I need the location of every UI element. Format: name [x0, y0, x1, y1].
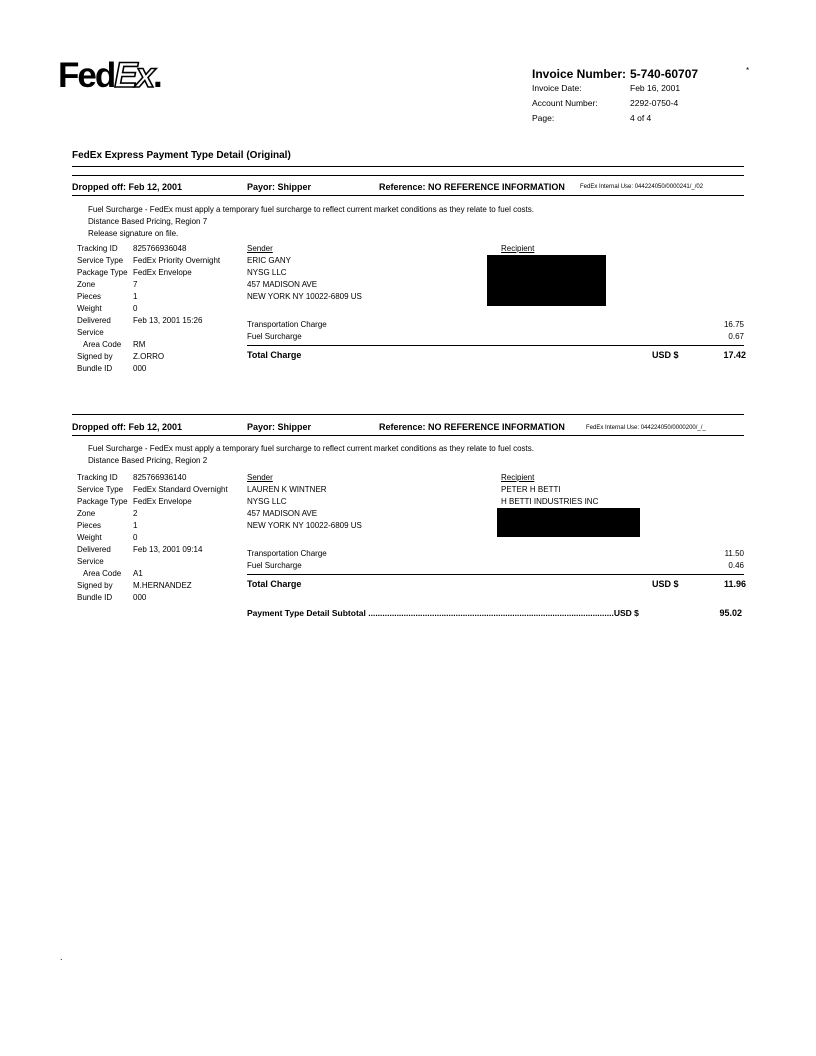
divider	[247, 345, 744, 346]
sender-line: ERIC GANY	[247, 256, 292, 265]
detail-value: 000	[133, 364, 147, 373]
detail-label: Weight	[77, 533, 102, 542]
detail-value: Feb 13, 2001 15:26	[133, 316, 203, 325]
detail-label: Zone	[77, 280, 96, 289]
detail-value: Feb 13, 2001 09:14	[133, 545, 203, 554]
total-charge-amount: 17.42	[723, 350, 746, 360]
note-line: Distance Based Pricing, Region 7	[88, 217, 208, 226]
section-title: FedEx Express Payment Type Detail (Original)	[72, 150, 291, 161]
sender-line: LAUREN K WINTNER	[247, 485, 327, 494]
account-number: 2292-0750-4	[630, 98, 679, 108]
detail-label: Service Type	[77, 256, 124, 265]
charge-label: Fuel Surcharge	[247, 561, 302, 570]
fedex-logo	[58, 58, 161, 93]
detail-value: FedEx Envelope	[133, 497, 192, 506]
payor: Payor: Shipper	[247, 182, 312, 192]
detail-label: Service Type	[77, 485, 124, 494]
page-number: 4 of 4	[630, 113, 652, 123]
invoice-number-label: Invoice Number:	[532, 67, 627, 81]
detail-value: 1	[133, 292, 138, 301]
charge-label: Fuel Surcharge	[247, 332, 302, 341]
corner-mark: *	[746, 66, 750, 75]
subtotal-amount: 95.02	[719, 608, 742, 618]
detail-label: Zone	[77, 509, 96, 518]
invoice-number: 5-740-60707	[630, 67, 699, 81]
sender-heading: Sender	[247, 473, 273, 482]
recipient-line: PETER H BETTI	[501, 485, 561, 494]
detail-label: Tracking ID	[77, 244, 118, 253]
divider	[72, 195, 744, 196]
detail-label: Pieces	[77, 292, 102, 301]
redaction-box	[497, 508, 640, 537]
sender-line: 457 MADISON AVE	[247, 280, 318, 289]
recipient-line: H BETTI INDUSTRIES INC	[501, 497, 599, 506]
note-line: Fuel Surcharge - FedEx must apply a temporary fuel surcharge to reflect current market conditions as they relate to fuel costs.	[88, 444, 534, 453]
recipient-heading: Recipient	[501, 473, 535, 482]
detail-label: Delivered	[77, 316, 111, 325]
detail-label: Bundle ID	[77, 364, 113, 373]
logo-fed: Fed	[58, 56, 115, 95]
charge-amount: 0.67	[728, 332, 744, 341]
detail-value: 2	[133, 509, 138, 518]
note-line: Release signature on file.	[88, 229, 179, 238]
recipient-heading: Recipient	[501, 244, 535, 253]
divider	[72, 414, 744, 415]
account-number-label: Account Number:	[532, 98, 598, 108]
detail-value: FedEx Envelope	[133, 268, 192, 277]
detail-label: Service	[77, 557, 104, 566]
divider	[72, 435, 744, 436]
sender-line: 457 MADISON AVE	[247, 509, 318, 518]
detail-label: Signed by	[77, 352, 113, 361]
detail-value: 825766936140	[133, 473, 187, 482]
sender-heading: Sender	[247, 244, 273, 253]
invoice-date-label: Invoice Date:	[532, 83, 582, 93]
total-currency: USD $	[652, 350, 679, 360]
detail-value: RM	[133, 340, 146, 349]
detail-label: Package Type	[77, 268, 128, 277]
page-mark: .	[60, 952, 63, 962]
logo-ex: Ex	[114, 56, 154, 95]
payor: Payor: Shipper	[247, 422, 312, 432]
detail-value: 825766936048	[133, 244, 187, 253]
detail-label: Package Type	[77, 497, 128, 506]
detail-label: Pieces	[77, 521, 102, 530]
redaction-box	[487, 255, 606, 306]
detail-value: 7	[133, 280, 138, 289]
detail-label: Service	[77, 328, 104, 337]
detail-value: FedEx Standard Overnight	[133, 485, 228, 494]
internal-use: FedEx Internal Use: 044224050/0000241/_/02	[580, 184, 704, 190]
divider	[72, 175, 744, 176]
detail-label: Tracking ID	[77, 473, 118, 482]
charge-label: Transportation Charge	[247, 320, 327, 329]
sender-line: NYSG LLC	[247, 268, 287, 277]
charge-amount: 0.46	[728, 561, 744, 570]
detail-value: 1	[133, 521, 138, 530]
detail-value: FedEx Priority Overnight	[133, 256, 221, 265]
reference: Reference: NO REFERENCE INFORMATION	[379, 422, 565, 432]
note-line: Distance Based Pricing, Region 2	[88, 456, 208, 465]
detail-label: Weight	[77, 304, 102, 313]
detail-label: Delivered	[77, 545, 111, 554]
total-currency: USD $	[652, 579, 679, 589]
charge-amount: 16.75	[723, 320, 744, 329]
note-line: Fuel Surcharge - FedEx must apply a temporary fuel surcharge to reflect current market conditions as they relate to fuel costs.	[88, 205, 534, 214]
detail-value: 0	[133, 304, 138, 313]
dropped-off: Dropped off: Feb 12, 2001	[72, 422, 183, 432]
total-charge-amount: 11.96	[723, 579, 746, 589]
detail-label: Area Code	[83, 340, 122, 349]
sender-line: NYSG LLC	[247, 497, 287, 506]
divider	[247, 574, 744, 575]
sender-line: NEW YORK NY 10022-6809 US	[247, 521, 362, 530]
detail-value: 0	[133, 533, 138, 542]
subtotal-label: Payment Type Detail Subtotal ........................................................................................................USD $	[247, 608, 639, 618]
sender-line: NEW YORK NY 10022-6809 US	[247, 292, 362, 301]
total-charge-label: Total Charge	[247, 579, 302, 589]
page-label: Page:	[532, 113, 555, 123]
divider	[72, 166, 744, 167]
detail-label: Area Code	[83, 569, 122, 578]
detail-value: M.HERNANDEZ	[133, 581, 192, 590]
detail-label: Bundle ID	[77, 593, 113, 602]
detail-value: 000	[133, 593, 147, 602]
charge-amount: 11.50	[724, 549, 744, 558]
charge-label: Transportation Charge	[247, 549, 327, 558]
reference: Reference: NO REFERENCE INFORMATION	[379, 182, 565, 192]
detail-label: Signed by	[77, 581, 113, 590]
total-charge-label: Total Charge	[247, 350, 302, 360]
internal-use: FedEx Internal Use: 044224050/0000200/_/_	[586, 425, 706, 431]
invoice-date: Feb 16, 2001	[630, 83, 681, 93]
dropped-off: Dropped off: Feb 12, 2001	[72, 182, 183, 192]
detail-value: A1	[133, 569, 143, 578]
logo-dot: .	[153, 56, 161, 95]
detail-value: Z.ORRO	[133, 352, 165, 361]
